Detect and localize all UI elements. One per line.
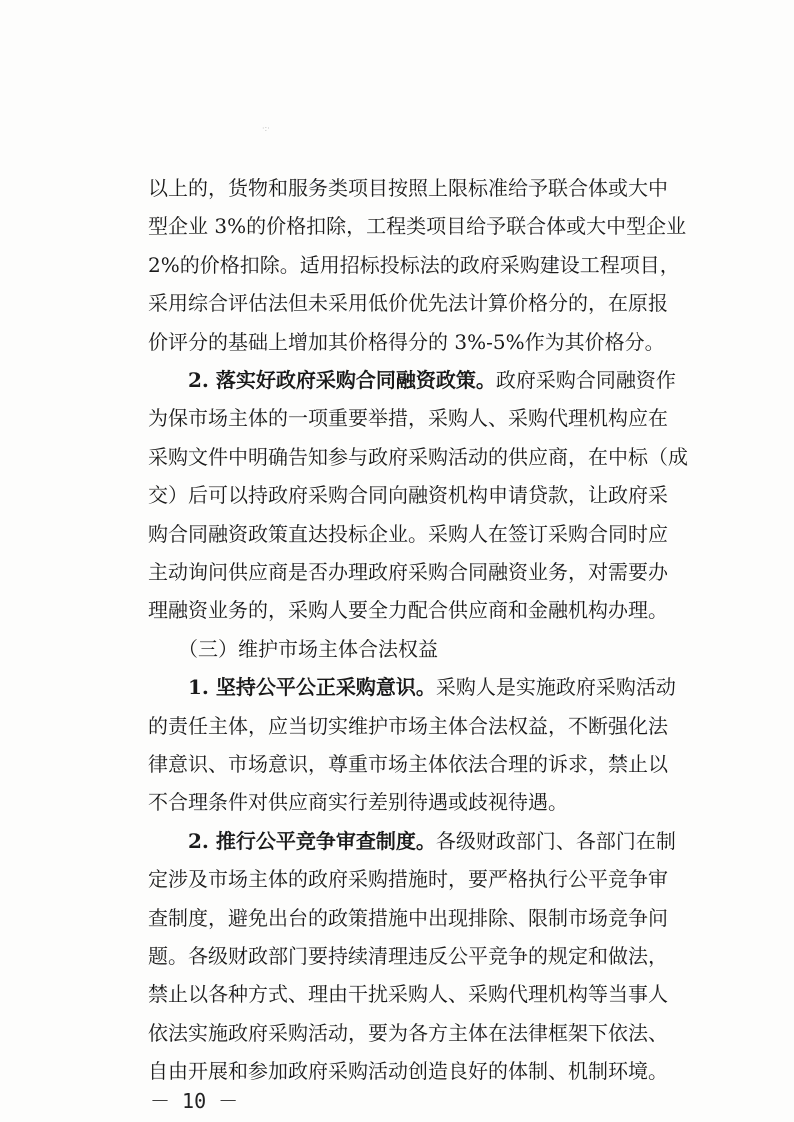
text-line-15: 的责任主体，应当切实维护市场主体合法权益，不断强化法 — [148, 714, 668, 738]
text-line-6: 2. 落实好政府采购合同融资政策。政府采购合同融资作 — [188, 368, 676, 392]
text-line-3: 2%的价格扣除。适用招标投标法的政府采购建设工程项目， — [148, 253, 680, 277]
text-line-2: 型企业 3%的价格扣除，工程类项目给予联合体或大中型企业 — [148, 214, 687, 238]
text-line-23: 依法实施政府采购活动，要为各方主体在法律框架下依法、 — [148, 1021, 668, 1045]
text-line-7: 为保市场主体的一项重要举措，采购人、采购代理机构应在 — [148, 406, 668, 430]
text-line-24: 自由开展和参加政府采购活动创造良好的体制、机制环境。 — [148, 1059, 668, 1083]
text-line-5: 价评分的基础上增加其价格得分的 3%-5%作为其价格分。 — [148, 330, 665, 354]
section-lead-competition-review: 2. 推行公平竞争审查制度。 — [188, 829, 436, 853]
text-line-22: 禁止以各种方式、理由干扰采购人、采购代理机构等当事人 — [148, 982, 668, 1006]
text-line-16: 律意识、市场意识，尊重市场主体依法合理的诉求，禁止以 — [148, 752, 668, 776]
text-line-1: 以上的，货物和服务类项目按照上限标准给予联合体或大中 — [148, 176, 668, 200]
section-heading-3: （三）维护市场主体合法权益 — [178, 637, 438, 661]
text-line-17: 不合理条件对供应商实行差别待遇或歧视待遇。 — [148, 790, 568, 814]
scan-speck: ·:· — [262, 124, 270, 133]
text-line-10: 购合同融资政策直达投标企业。采购人在签订采购合同时应 — [148, 522, 668, 546]
text-line-21: 题。各级财政部门要持续清理违反公平竞争的规定和做法， — [148, 944, 668, 968]
text-line-18: 2. 推行公平竞争审查制度。各级财政部门、各部门在制 — [188, 829, 676, 853]
text-line-4: 采用综合评估法但未采用低价优先法计算价格分的，在原报 — [148, 291, 668, 315]
text-line-11: 主动询问供应商是否办理政府采购合同融资业务，对需要办 — [148, 560, 668, 584]
text-line-20: 查制度，避免出台的政策措施中出现排除、限制市场竞争问 — [148, 906, 668, 930]
text-line-14: 1. 坚持公平公正采购意识。采购人是实施政府采购活动 — [188, 675, 676, 699]
text-line-19: 定涉及市场主体的政府采购措施时，要严格执行公平竞争审 — [148, 867, 668, 891]
section-lead-fair-procurement: 1. 坚持公平公正采购意识。 — [188, 675, 436, 699]
text-line-8: 采购文件中明确告知参与政府采购活动的供应商，在中标（成 — [148, 445, 688, 469]
text-line-9: 交）后可以持政府采购合同向融资机构申请贷款，让政府采 — [148, 483, 668, 507]
text-line-12: 理融资业务的，采购人要全力配合供应商和金融机构办理。 — [148, 598, 668, 622]
page-number: － 10 － — [150, 1089, 239, 1113]
section-lead-contract-financing: 2. 落实好政府采购合同融资政策。 — [188, 368, 496, 392]
